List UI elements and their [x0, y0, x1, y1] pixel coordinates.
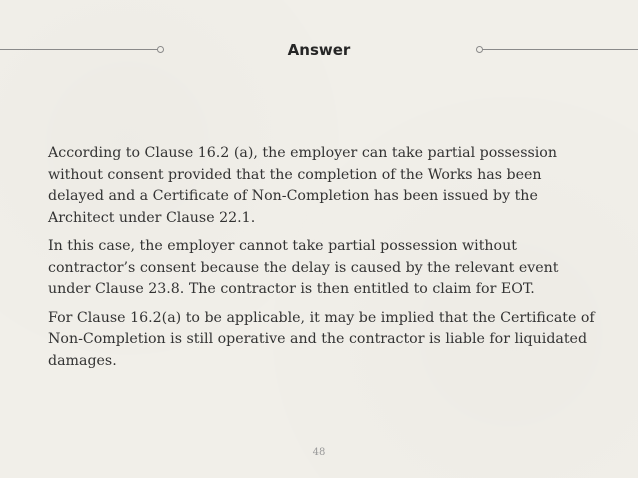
slide-title: Answer [287, 41, 351, 59]
page-number: 48 [312, 447, 326, 458]
paragraph-1: According to Clause 16.2 (a), the employer can take partial possession without consent provided that the completion of the Works has been delayed and a Certificate of Non-Completion has been issued by the Architect under Clause 22.1. [48, 145, 557, 226]
slide-body [48, 143, 596, 379]
paragraph-2: In this case, the employer cannot take partial possession without contractor’s consent because the delay is caused by the relevant event under Clause 23.8. The contractor is then entitled to claim for EOT. [48, 238, 559, 297]
paragraph-3: For Clause 16.2(a) to be applicable, it may be implied that the Certificate of Non-Completion is still operative and the contractor is liable for liquidated damages. [48, 309, 595, 369]
slide-header [0, 38, 638, 62]
header-rule-right [482, 49, 638, 50]
